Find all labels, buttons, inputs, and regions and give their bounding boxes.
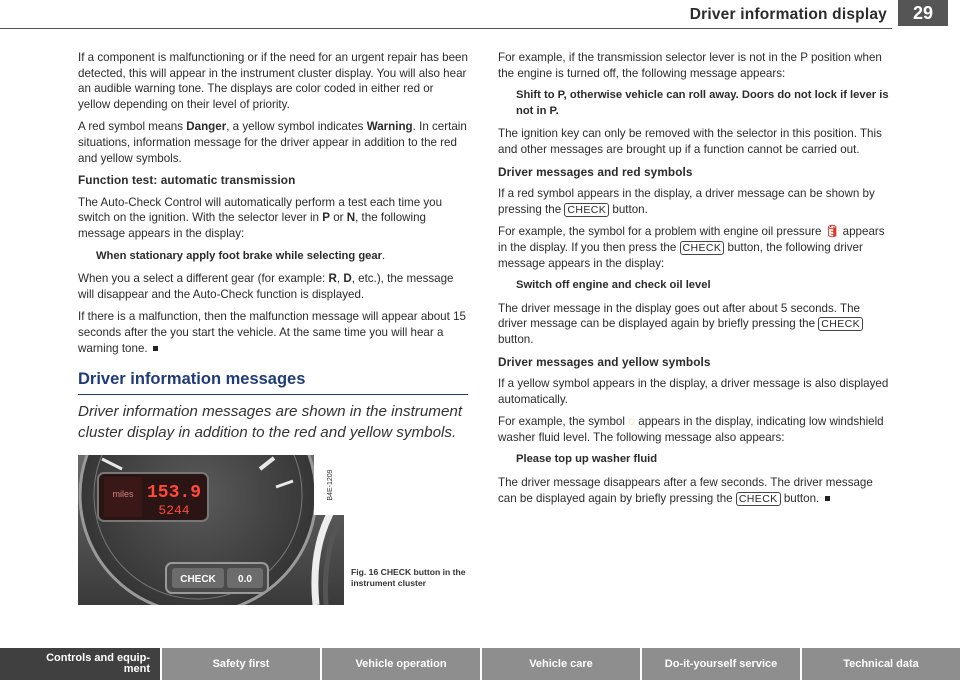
end-square-icon [153, 346, 158, 351]
paragraph: The Auto-Check Control will automatically perform a test each time you switch on the ignition. With the selector lever in P or N, the following message appears in the display: [78, 195, 443, 240]
paragraph: When you a select a different gear (for example: R, D, etc.), the message will disappear and the Auto-Check function is displayed. [78, 272, 454, 301]
paragraph: The ignition key can only be removed with the selector in this position. This and other messages are brought up if a function cannot be carried out. [498, 127, 882, 156]
check-button-label: CHECK [180, 574, 216, 585]
paragraph: For example, the symbol ◌ appears in the display, indicating low windshield washer fluid level. The following message also appears: [498, 415, 884, 444]
paragraph: For example, if the transmission selector lever is not in the P position when the engine is turned off, the following message appears: [498, 51, 882, 80]
display-message: Shift to P, otherwise vehicle can roll away. Doors do not lock if lever is not in P. [516, 89, 889, 117]
check-key-icon: CHECK [564, 203, 609, 217]
header-rule [0, 28, 892, 29]
trip-reading: 5244 [158, 503, 190, 518]
oil-can-icon: 🛢 [824, 225, 840, 239]
check-key-icon: CHECK [680, 241, 725, 255]
figure [78, 455, 470, 607]
page-number: 29 [898, 0, 948, 26]
paragraph: If a red symbol appears in the display, a driver message can be shown by pressing the CHECK button. [498, 187, 875, 216]
footer-tab-vehicle-operation[interactable]: Vehicle operation [322, 648, 482, 680]
subheading-yellow-symbols: Driver messages and yellow symbols [498, 354, 711, 369]
end-square-icon [825, 496, 830, 501]
figure-code: B4E-1209 [327, 469, 334, 501]
subheading-function-test: Function test: automatic transmission [78, 173, 296, 188]
paragraph: For example, the symbol for a problem with engine oil pressure 🛢 appears in the display. If you then press the CHECK button, the following driver message appears in the display: [498, 225, 885, 270]
display-message: Switch off engine and check oil level [516, 279, 711, 292]
paragraph: The driver message disappears after a few seconds. The driver message can be displayed again by briefly pressing the CHECK button. [498, 476, 873, 505]
instrument-cluster-image [78, 455, 344, 605]
washer-fluid-icon: ◌ [628, 415, 636, 429]
footer-tab-diy-service[interactable]: Do-it-yourself service [642, 648, 802, 680]
paragraph: If a component is malfunctioning or if the need for an urgent repair has been detected, this will appear in the instrument cluster display. You will also hear an audible warning tone. The displays are color coded in either red or yellow depending on their level of priority. [78, 51, 468, 111]
odometer-unit: miles [112, 489, 134, 499]
display-message: When stationary apply foot brake while selecting gear. [96, 249, 386, 262]
paragraph: If there is a malfunction, then the malfunction message will appear about 15 seconds after the you start the vehicle. At the same time you will hear a warning tone. [78, 310, 466, 355]
paragraph: The driver message in the display goes out after about 5 seconds. The driver message can be displayed again by briefly pressing the CHECK button. [498, 301, 890, 348]
subheading-red-symbols: Driver messages and red symbols [498, 164, 693, 179]
check-key-icon: CHECK [736, 492, 781, 506]
footer-nav [0, 648, 960, 680]
page-header-title: Driver information display [689, 6, 887, 23]
right-column [498, 50, 890, 513]
display-message: Please top up washer fluid [516, 453, 658, 466]
footer-tab-vehicle-care[interactable]: Vehicle care [482, 648, 642, 680]
left-column [78, 50, 468, 455]
footer-tab-safety[interactable]: Safety first [162, 648, 322, 680]
paragraph: If a yellow symbol appears in the display, a driver message is also displayed automatically. [498, 377, 889, 406]
paragraph: A red symbol means Danger, a yellow symbol indicates Warning. In certain situations, information message for the driver appear in addition to the red and yellow symbols. [78, 120, 467, 165]
figure-caption: Fig. 16 CHECK button in the instrument cluster [351, 567, 466, 588]
check-key-icon: CHECK [818, 317, 863, 331]
odometer-reading: 153.9 [146, 483, 202, 503]
reset-button-label: 0.0 [238, 574, 252, 585]
section-title: Driver information messages [78, 372, 468, 395]
footer-tab-technical-data[interactable]: Technical data [802, 648, 960, 680]
footer-tab-controls[interactable]: Controls and equip- ment [0, 648, 162, 680]
section-intro: Driver information messages are shown in the instrument cluster display in addition to the red and yellow symbols. [78, 402, 463, 441]
